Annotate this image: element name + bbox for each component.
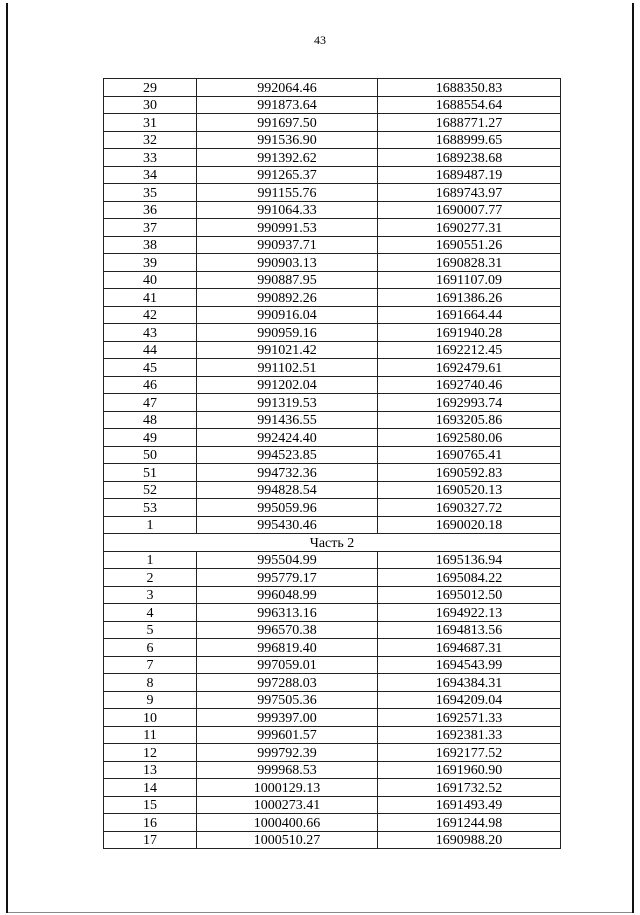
table-row <box>104 79 561 97</box>
table-row <box>104 201 561 219</box>
y-coordinate-cell: 1690828.31 <box>378 254 561 272</box>
table-row <box>104 429 561 447</box>
y-coordinate-cell: 1691386.26 <box>378 289 561 307</box>
y-coordinate-cell: 1691940.28 <box>378 324 561 342</box>
table-row <box>104 341 561 359</box>
table-row <box>104 359 561 377</box>
x-coordinate-cell: 999397.00 <box>197 709 378 727</box>
x-coordinate-cell: 995430.46 <box>197 516 378 534</box>
table-row <box>104 516 561 534</box>
table-row <box>104 586 561 604</box>
point-number-cell: 41 <box>104 289 197 307</box>
table-row <box>104 551 561 569</box>
point-number-cell: 42 <box>104 306 197 324</box>
y-coordinate-cell: 1692479.61 <box>378 359 561 377</box>
point-number-cell: 13 <box>104 761 197 779</box>
point-number-cell: 30 <box>104 96 197 114</box>
point-number-cell: 7 <box>104 656 197 674</box>
point-number-cell: 39 <box>104 254 197 272</box>
x-coordinate-cell: 991697.50 <box>197 114 378 132</box>
y-coordinate-cell: 1691107.09 <box>378 271 561 289</box>
table-row <box>104 114 561 132</box>
y-coordinate-cell: 1695012.50 <box>378 586 561 604</box>
table-row <box>104 831 561 849</box>
table-row <box>104 306 561 324</box>
x-coordinate-cell: 996313.16 <box>197 604 378 622</box>
table-row <box>104 691 561 709</box>
y-coordinate-cell: 1692580.06 <box>378 429 561 447</box>
x-coordinate-cell: 1000129.13 <box>197 779 378 797</box>
y-coordinate-cell: 1690592.83 <box>378 464 561 482</box>
point-number-cell: 46 <box>104 376 197 394</box>
y-coordinate-cell: 1691244.98 <box>378 814 561 832</box>
table-row <box>104 639 561 657</box>
x-coordinate-cell: 1000273.41 <box>197 796 378 814</box>
y-coordinate-cell: 1689743.97 <box>378 184 561 202</box>
part2-body <box>104 551 561 849</box>
y-coordinate-cell: 1695084.22 <box>378 569 561 587</box>
x-coordinate-cell: 999968.53 <box>197 761 378 779</box>
y-coordinate-cell: 1688350.83 <box>378 79 561 97</box>
x-coordinate-cell: 995779.17 <box>197 569 378 587</box>
x-coordinate-cell: 990937.71 <box>197 236 378 254</box>
x-coordinate-cell: 999792.39 <box>197 744 378 762</box>
point-number-cell: 35 <box>104 184 197 202</box>
x-coordinate-cell: 991319.53 <box>197 394 378 412</box>
table-row <box>104 376 561 394</box>
x-coordinate-cell: 997288.03 <box>197 674 378 692</box>
part-header-row <box>104 534 561 552</box>
table-row <box>104 131 561 149</box>
table-row <box>104 289 561 307</box>
table-row <box>104 569 561 587</box>
point-number-cell: 15 <box>104 796 197 814</box>
y-coordinate-cell: 1694543.99 <box>378 656 561 674</box>
point-number-cell: 11 <box>104 726 197 744</box>
y-coordinate-cell: 1692381.33 <box>378 726 561 744</box>
x-coordinate-cell: 994523.85 <box>197 446 378 464</box>
x-coordinate-cell: 991873.64 <box>197 96 378 114</box>
y-coordinate-cell: 1690551.26 <box>378 236 561 254</box>
x-coordinate-cell: 991202.04 <box>197 376 378 394</box>
point-number-cell: 1 <box>104 551 197 569</box>
table-row <box>104 96 561 114</box>
y-coordinate-cell: 1691664.44 <box>378 306 561 324</box>
x-coordinate-cell: 991021.42 <box>197 341 378 359</box>
point-number-cell: 1 <box>104 516 197 534</box>
table-row <box>104 254 561 272</box>
x-coordinate-cell: 992064.46 <box>197 79 378 97</box>
table-row <box>104 814 561 832</box>
point-number-cell: 9 <box>104 691 197 709</box>
table-row <box>104 184 561 202</box>
page-bottom-edge <box>8 912 632 913</box>
y-coordinate-cell: 1694209.04 <box>378 691 561 709</box>
y-coordinate-cell: 1690327.72 <box>378 499 561 517</box>
page-number: 43 <box>314 33 326 47</box>
point-number-cell: 14 <box>104 779 197 797</box>
point-number-cell: 52 <box>104 481 197 499</box>
y-coordinate-cell: 1688554.64 <box>378 96 561 114</box>
table-row <box>104 394 561 412</box>
x-coordinate-cell: 990991.53 <box>197 219 378 237</box>
x-coordinate-cell: 1000510.27 <box>197 831 378 849</box>
point-number-cell: 6 <box>104 639 197 657</box>
part1-body <box>104 79 561 534</box>
y-coordinate-cell: 1692212.45 <box>378 341 561 359</box>
x-coordinate-cell: 994732.36 <box>197 464 378 482</box>
table-row <box>104 744 561 762</box>
x-coordinate-cell: 991392.62 <box>197 149 378 167</box>
y-coordinate-cell: 1692993.74 <box>378 394 561 412</box>
y-coordinate-cell: 1694687.31 <box>378 639 561 657</box>
table-row <box>104 149 561 167</box>
table-row <box>104 219 561 237</box>
x-coordinate-cell: 995059.96 <box>197 499 378 517</box>
x-coordinate-cell: 991155.76 <box>197 184 378 202</box>
x-coordinate-cell: 999601.57 <box>197 726 378 744</box>
point-number-cell: 43 <box>104 324 197 342</box>
y-coordinate-cell: 1694922.13 <box>378 604 561 622</box>
table-row <box>104 271 561 289</box>
y-coordinate-cell: 1690020.18 <box>378 516 561 534</box>
y-coordinate-cell: 1692740.46 <box>378 376 561 394</box>
point-number-cell: 29 <box>104 79 197 97</box>
x-coordinate-cell: 990887.95 <box>197 271 378 289</box>
y-coordinate-cell: 1691732.52 <box>378 779 561 797</box>
point-number-cell: 40 <box>104 271 197 289</box>
point-number-cell: 4 <box>104 604 197 622</box>
x-coordinate-cell: 990903.13 <box>197 254 378 272</box>
x-coordinate-cell: 997059.01 <box>197 656 378 674</box>
point-number-cell: 48 <box>104 411 197 429</box>
x-coordinate-cell: 1000400.66 <box>197 814 378 832</box>
point-number-cell: 31 <box>104 114 197 132</box>
y-coordinate-cell: 1688999.65 <box>378 131 561 149</box>
part2-label: Часть 2 <box>104 534 561 552</box>
y-coordinate-cell: 1695136.94 <box>378 551 561 569</box>
x-coordinate-cell: 991265.37 <box>197 166 378 184</box>
table-row <box>104 674 561 692</box>
point-number-cell: 51 <box>104 464 197 482</box>
point-number-cell: 37 <box>104 219 197 237</box>
y-coordinate-cell: 1694384.31 <box>378 674 561 692</box>
table-row <box>104 604 561 622</box>
point-number-cell: 47 <box>104 394 197 412</box>
point-number-cell: 16 <box>104 814 197 832</box>
y-coordinate-cell: 1691493.49 <box>378 796 561 814</box>
point-number-cell: 33 <box>104 149 197 167</box>
table-row <box>104 499 561 517</box>
y-coordinate-cell: 1690007.77 <box>378 201 561 219</box>
table-row <box>104 324 561 342</box>
x-coordinate-cell: 996819.40 <box>197 639 378 657</box>
point-number-cell: 8 <box>104 674 197 692</box>
y-coordinate-cell: 1690765.41 <box>378 446 561 464</box>
y-coordinate-cell: 1692571.33 <box>378 709 561 727</box>
table-row <box>104 726 561 744</box>
x-coordinate-cell: 990959.16 <box>197 324 378 342</box>
y-coordinate-cell: 1690520.13 <box>378 481 561 499</box>
point-number-cell: 50 <box>104 446 197 464</box>
point-number-cell: 5 <box>104 621 197 639</box>
y-coordinate-cell: 1694813.56 <box>378 621 561 639</box>
y-coordinate-cell: 1690988.20 <box>378 831 561 849</box>
y-coordinate-cell: 1691960.90 <box>378 761 561 779</box>
x-coordinate-cell: 995504.99 <box>197 551 378 569</box>
x-coordinate-cell: 990892.26 <box>197 289 378 307</box>
table-row <box>104 166 561 184</box>
point-number-cell: 32 <box>104 131 197 149</box>
table-row <box>104 709 561 727</box>
point-number-cell: 17 <box>104 831 197 849</box>
point-number-cell: 12 <box>104 744 197 762</box>
point-number-cell: 34 <box>104 166 197 184</box>
coordinates-table <box>103 78 561 849</box>
table-row <box>104 236 561 254</box>
x-coordinate-cell: 997505.36 <box>197 691 378 709</box>
table-row <box>104 656 561 674</box>
table-row <box>104 621 561 639</box>
table-row <box>104 446 561 464</box>
point-number-cell: 2 <box>104 569 197 587</box>
x-coordinate-cell: 992424.40 <box>197 429 378 447</box>
y-coordinate-cell: 1690277.31 <box>378 219 561 237</box>
point-number-cell: 49 <box>104 429 197 447</box>
table-row <box>104 779 561 797</box>
x-coordinate-cell: 991436.55 <box>197 411 378 429</box>
x-coordinate-cell: 994828.54 <box>197 481 378 499</box>
x-coordinate-cell: 991536.90 <box>197 131 378 149</box>
y-coordinate-cell: 1689487.19 <box>378 166 561 184</box>
point-number-cell: 44 <box>104 341 197 359</box>
table-row <box>104 761 561 779</box>
table-row <box>104 481 561 499</box>
x-coordinate-cell: 991064.33 <box>197 201 378 219</box>
point-number-cell: 53 <box>104 499 197 517</box>
y-coordinate-cell: 1693205.86 <box>378 411 561 429</box>
table-row <box>104 464 561 482</box>
x-coordinate-cell: 996570.38 <box>197 621 378 639</box>
point-number-cell: 3 <box>104 586 197 604</box>
y-coordinate-cell: 1689238.68 <box>378 149 561 167</box>
table-row <box>104 796 561 814</box>
y-coordinate-cell: 1688771.27 <box>378 114 561 132</box>
x-coordinate-cell: 991102.51 <box>197 359 378 377</box>
x-coordinate-cell: 996048.99 <box>197 586 378 604</box>
point-number-cell: 10 <box>104 709 197 727</box>
point-number-cell: 36 <box>104 201 197 219</box>
y-coordinate-cell: 1692177.52 <box>378 744 561 762</box>
point-number-cell: 45 <box>104 359 197 377</box>
point-number-cell: 38 <box>104 236 197 254</box>
table-row <box>104 411 561 429</box>
part2-header <box>104 534 561 552</box>
x-coordinate-cell: 990916.04 <box>197 306 378 324</box>
